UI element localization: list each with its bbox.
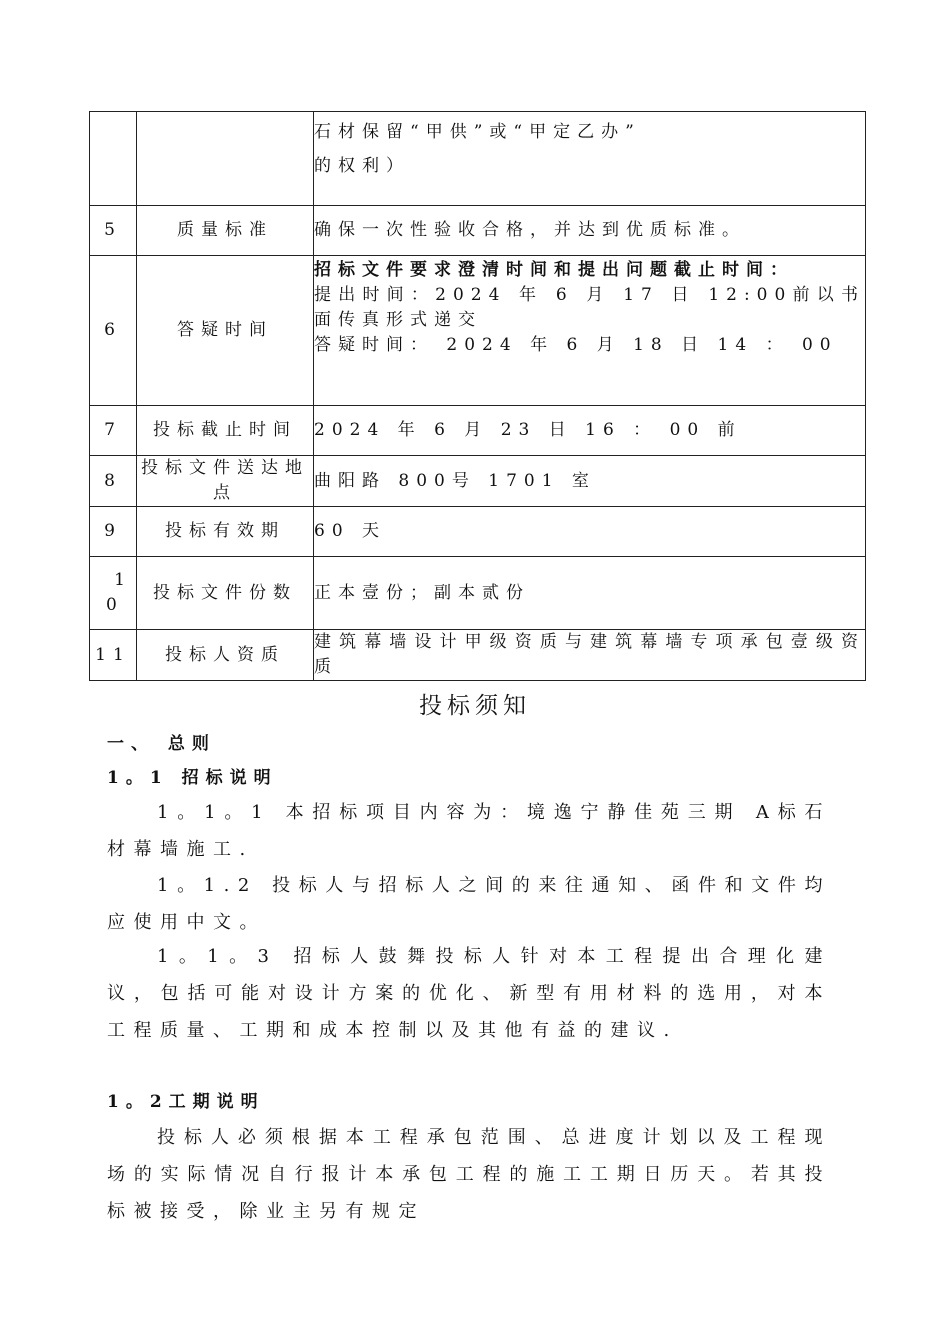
row-item-cell [137,112,314,206]
value-line: 的权利） [314,156,410,176]
row-item-cell: 投标文件送达地点 [137,456,314,507]
row-number-cell: 6 [90,256,137,406]
value-line: 答疑时间： 2024 年 6 月 18 日 14 ： 00 [314,335,838,355]
value-line: 石材保留“甲供”或“甲定乙办” [314,122,641,142]
row-item-cell: 投标有效期 [137,507,314,557]
document-title: 投标须知 [419,693,531,719]
row-number-cell: 7 [90,406,137,456]
row-item-cell: 投标截止时间 [137,406,314,456]
table-row [90,406,866,456]
table-row [90,557,866,630]
row-number-cell: 11 [90,630,137,681]
row-number-part: 0 [106,595,124,615]
row-value-cell [314,256,866,406]
table-row [90,256,866,406]
table-row [90,507,866,557]
row-value-cell [314,112,866,206]
row-value-cell: 建筑幕墙设计甲级资质与建筑幕墙专项承包壹级资质 [314,630,866,681]
subsection-heading: 1。2工期说明 [107,1092,265,1112]
paragraph: 1。1.2 投标人与招标人之间的来往通知、函件和文件均应使用中文。 [107,875,831,933]
row-number-cell [90,557,137,630]
paragraph: 1。1。1 本招标项目内容为：境逸宁静佳苑三期 A标石材幕墙施工. [107,802,831,860]
row-value-cell: 正本壹份；副本贰份 [314,557,866,630]
row-value-cell: 曲阳路 800号 1701 室 [314,456,866,507]
row-item-cell: 投标文件份数 [137,557,314,630]
row-number-part: 1 [114,570,132,590]
row-value-cell: 2024 年 6 月 23 日 16 ： 00 前 [314,406,866,456]
paragraph: 投标人必须根据本工程承包范围、总进度计划以及工程现场的实际情况自行报计本承包工程的施工工期日历天。若其投标被接受，除业主另有规定 [107,1127,831,1222]
subsection-heading: 1。1 招标说明 [107,768,278,788]
section-heading: 一、 总则 [107,734,216,754]
table-row [90,206,866,256]
row-item-cell: 答疑时间 [137,256,314,406]
clarification-deadline-heading: 招标文件要求澄清时间和提出问题截止时间： [314,260,794,280]
row-item-cell: 质量标准 [137,206,314,256]
table-row [90,630,866,681]
table-row [90,456,866,507]
row-number-cell: 9 [90,507,137,557]
row-item-cell: 投标人资质 [137,630,314,681]
row-value-cell: 60 天 [314,507,866,557]
row-value-cell: 确保一次性验收合格，并达到优质标准。 [314,206,866,256]
value-line: 提出时间：2024 年 6 月 17 日 12:00前以书面传真形式递交 [314,285,865,330]
row-number-cell: 5 [90,206,137,256]
row-number-cell [90,112,137,206]
row-number-cell: 8 [90,456,137,507]
bid-info-table [89,111,866,681]
table-row [90,112,866,206]
paragraph: 1。1。3 招标人鼓舞投标人针对本工程提出合理化建议，包括可能对设计方案的优化、新型有用材料的选用，对本工程质量、工期和成本控制以及其他有益的建议. [107,946,831,1041]
